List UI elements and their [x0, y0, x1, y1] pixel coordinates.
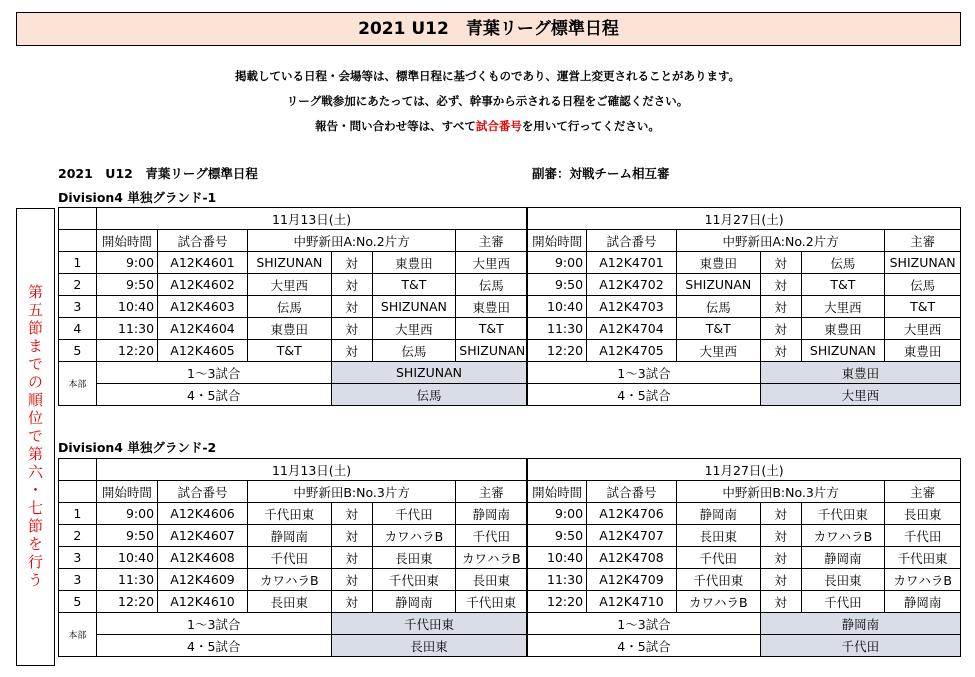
match-number: A12K4609: [158, 569, 248, 591]
vs-label: 対: [331, 274, 372, 296]
col-header-referee: 主審: [456, 230, 528, 252]
notice-pre: 報告・問い合わせ等は、すべて: [315, 119, 476, 133]
referee-team: 長田東: [456, 569, 528, 591]
away-team: 静岡南: [372, 591, 456, 613]
schedule-subtitle: 2021 U12 青葉リーグ標準日程: [58, 166, 258, 181]
referee-team: 千代田: [456, 525, 528, 547]
home-team: SHIZUNAN: [676, 274, 760, 296]
referee-team: 長田東: [885, 503, 961, 525]
match-index: 3: [59, 569, 97, 591]
away-team: 千代田: [801, 591, 885, 613]
away-team: 伝馬: [801, 252, 885, 274]
venue-header: 中野新田B:No.3片方: [247, 481, 455, 503]
vs-label: 対: [331, 503, 372, 525]
date-right: 11月27日(土): [527, 459, 960, 481]
hq-team: 伝馬: [331, 384, 527, 406]
vs-label: 対: [760, 340, 801, 362]
start-time: 9:50: [96, 274, 157, 296]
start-time: 9:00: [527, 503, 586, 525]
vs-label: 対: [331, 569, 372, 591]
referee-team: SHIZUNAN: [456, 340, 528, 362]
referee-team: T&T: [885, 296, 961, 318]
match-index: 4: [59, 318, 97, 340]
schedule-table-2: [58, 458, 961, 657]
venue-header: 中野新田A:No.2片方: [676, 230, 884, 252]
home-team: 千代田: [247, 547, 331, 569]
table-row: [59, 547, 961, 569]
hq-row: [59, 635, 961, 657]
away-team: カワハラB: [372, 525, 456, 547]
away-team: SHIZUNAN: [372, 296, 456, 318]
referee-team: 伝馬: [885, 274, 961, 296]
away-team: SHIZUNAN: [801, 340, 885, 362]
notice-line-3: [0, 118, 975, 134]
table-row: [59, 252, 961, 274]
home-team: カワハラB: [247, 569, 331, 591]
col-header-match-no: 試合番号: [158, 481, 248, 503]
notice-line-1: 掲載している日程・会場等は、標準日程に基づくものであり、運営上変更されることがあります。: [234, 69, 741, 83]
start-time: 12:20: [527, 591, 586, 613]
home-team: 千代田東: [247, 503, 331, 525]
away-team: 東豊田: [372, 252, 456, 274]
date-left: 11月13日(土): [96, 208, 527, 230]
col-header-match-no: 試合番号: [158, 230, 248, 252]
match-index: 1: [59, 252, 97, 274]
table-row: [59, 569, 961, 591]
table-row: [59, 340, 961, 362]
vs-label: 対: [331, 252, 372, 274]
hq-team: 千代田東: [331, 613, 527, 635]
hq-games: 4・5試合: [527, 384, 760, 406]
vs-label: 対: [760, 318, 801, 340]
away-team: 大里西: [801, 296, 885, 318]
side-note-box: [16, 208, 55, 666]
hq-games: 1～3試合: [527, 362, 760, 384]
start-time: 10:40: [96, 296, 157, 318]
match-number: A12K4603: [158, 296, 248, 318]
start-time: 12:20: [96, 340, 157, 362]
match-number: A12K4704: [587, 318, 677, 340]
home-team: 長田東: [247, 591, 331, 613]
referee-team: カワハラB: [456, 547, 528, 569]
match-number: A12K4707: [587, 525, 677, 547]
vs-label: 対: [760, 525, 801, 547]
venue-header: 中野新田B:No.3片方: [676, 481, 884, 503]
match-number: A12K4604: [158, 318, 248, 340]
start-time: 9:00: [96, 503, 157, 525]
hq-games: 1～3試合: [96, 613, 331, 635]
match-number: A12K4703: [587, 296, 677, 318]
vs-label: 対: [331, 525, 372, 547]
home-team: カワハラB: [676, 591, 760, 613]
match-number: A12K4709: [587, 569, 677, 591]
hq-row: [59, 613, 961, 635]
start-time: 9:00: [96, 252, 157, 274]
venue-header: 中野新田A:No.2片方: [247, 230, 455, 252]
home-team: 静岡南: [247, 525, 331, 547]
col-header-referee: 主審: [885, 481, 961, 503]
date-left: 11月13日(土): [96, 459, 527, 481]
hq-team: 大里西: [760, 384, 960, 406]
away-team: 静岡南: [801, 547, 885, 569]
referee-team: 大里西: [456, 252, 528, 274]
col-header-match-no: 試合番号: [587, 481, 677, 503]
start-time: 12:20: [96, 591, 157, 613]
start-time: 11:30: [96, 569, 157, 591]
referee-team: 伝馬: [456, 274, 528, 296]
start-time: 9:50: [96, 525, 157, 547]
header-row: [59, 481, 961, 503]
referee-note: 副審：対戦チーム相互審: [532, 166, 670, 181]
home-team: 大里西: [247, 274, 331, 296]
date-row: [59, 459, 961, 481]
referee-team: SHIZUNAN: [885, 252, 961, 274]
schedule-table-1: [58, 207, 961, 406]
match-index: 3: [59, 296, 97, 318]
home-team: 東豊田: [676, 252, 760, 274]
col-header-referee: 主審: [885, 230, 961, 252]
away-team: T&T: [372, 274, 456, 296]
hq-row: [59, 384, 961, 406]
home-team: 大里西: [676, 340, 760, 362]
table-row: [59, 296, 961, 318]
match-number: A12K4610: [158, 591, 248, 613]
home-team: 長田東: [676, 525, 760, 547]
away-team: 長田東: [372, 547, 456, 569]
match-number: A12K4706: [587, 503, 677, 525]
home-team: SHIZUNAN: [247, 252, 331, 274]
division-label-2: Division4 単独グランド-2: [58, 440, 217, 455]
col-header-start: 開始時間: [527, 230, 586, 252]
vs-label: 対: [760, 296, 801, 318]
hq-label: 本部: [59, 362, 97, 406]
hq-team: SHIZUNAN: [331, 362, 527, 384]
header-row: [59, 230, 961, 252]
vs-label: 対: [760, 591, 801, 613]
vs-label: 対: [331, 296, 372, 318]
referee-team: カワハラB: [885, 569, 961, 591]
referee-team: 大里西: [885, 318, 961, 340]
match-number: A12K4702: [587, 274, 677, 296]
referee-team: 千代田東: [456, 591, 528, 613]
side-note: 第五節までの順位で第六・七節を行う: [26, 284, 44, 590]
match-number: A12K4605: [158, 340, 248, 362]
match-index: 2: [59, 274, 97, 296]
away-team: 伝馬: [372, 340, 456, 362]
away-team: 大里西: [372, 318, 456, 340]
home-team: 静岡南: [676, 503, 760, 525]
start-time: 10:40: [527, 547, 586, 569]
hq-team: 静岡南: [760, 613, 960, 635]
away-team: 東豊田: [801, 318, 885, 340]
vs-label: 対: [760, 503, 801, 525]
home-team: 伝馬: [676, 296, 760, 318]
vs-label: 対: [331, 591, 372, 613]
referee-team: 千代田: [885, 525, 961, 547]
date-row: [59, 208, 961, 230]
match-number: A12K4601: [158, 252, 248, 274]
match-number: A12K4708: [587, 547, 677, 569]
home-team: T&T: [247, 340, 331, 362]
table-row: [59, 503, 961, 525]
hq-games: 1～3試合: [96, 362, 331, 384]
col-header-match-no: 試合番号: [587, 230, 677, 252]
match-number: A12K4602: [158, 274, 248, 296]
home-team: 伝馬: [247, 296, 331, 318]
away-team: 長田東: [801, 569, 885, 591]
away-team: カワハラB: [801, 525, 885, 547]
hq-row: [59, 362, 961, 384]
match-index: 5: [59, 340, 97, 362]
match-number: A12K4710: [587, 591, 677, 613]
match-number: A12K4606: [158, 503, 248, 525]
notice-post: を用いて行ってください。: [521, 119, 660, 133]
start-time: 11:30: [527, 569, 586, 591]
page-title: 2021 U12 青葉リーグ標準日程: [16, 12, 961, 46]
match-index: 3: [59, 547, 97, 569]
match-index: 1: [59, 503, 97, 525]
home-team: T&T: [676, 318, 760, 340]
away-team: 千代田東: [372, 569, 456, 591]
start-time: 9:50: [527, 525, 586, 547]
referee-team: 千代田東: [885, 547, 961, 569]
division-label-1: Division4 単独グランド-1: [58, 190, 217, 205]
start-time: 12:20: [527, 340, 586, 362]
start-time: 9:50: [527, 274, 586, 296]
hq-games: 4・5試合: [527, 635, 760, 657]
home-team: 千代田東: [676, 569, 760, 591]
start-time: 10:40: [527, 296, 586, 318]
referee-team: 東豊田: [885, 340, 961, 362]
hq-team: 東豊田: [760, 362, 960, 384]
away-team: 千代田東: [801, 503, 885, 525]
table-row: [59, 318, 961, 340]
table-row: [59, 591, 961, 613]
match-number: A12K4701: [587, 252, 677, 274]
table-row: [59, 525, 961, 547]
notice-highlight: 試合番号: [475, 119, 522, 133]
match-number: A12K4607: [158, 525, 248, 547]
away-team: 千代田: [372, 503, 456, 525]
match-index: 2: [59, 525, 97, 547]
date-right: 11月27日(土): [527, 208, 960, 230]
vs-label: 対: [331, 547, 372, 569]
start-time: 9:00: [527, 252, 586, 274]
vs-label: 対: [760, 252, 801, 274]
match-number: A12K4608: [158, 547, 248, 569]
start-time: 11:30: [96, 318, 157, 340]
referee-team: 東豊田: [456, 296, 528, 318]
hq-games: 1～3試合: [527, 613, 760, 635]
blank-cell: [59, 208, 97, 230]
col-header-referee: 主審: [456, 481, 528, 503]
notice-line-2: リーグ戦参加にあたっては、必ず、幹事から示される日程をご確認ください。: [286, 94, 689, 108]
start-time: 10:40: [96, 547, 157, 569]
table-row: [59, 274, 961, 296]
vs-label: 対: [331, 318, 372, 340]
vs-label: 対: [760, 547, 801, 569]
match-index: 5: [59, 591, 97, 613]
away-team: T&T: [801, 274, 885, 296]
match-number: A12K4705: [587, 340, 677, 362]
blank-cell: [59, 230, 97, 252]
col-header-start: 開始時間: [96, 481, 157, 503]
blank-cell: [59, 459, 97, 481]
referee-team: 静岡南: [456, 503, 528, 525]
referee-team: T&T: [456, 318, 528, 340]
start-time: 11:30: [527, 318, 586, 340]
col-header-start: 開始時間: [527, 481, 586, 503]
blank-cell: [59, 481, 97, 503]
referee-team: 静岡南: [885, 591, 961, 613]
home-team: 東豊田: [247, 318, 331, 340]
vs-label: 対: [760, 274, 801, 296]
vs-label: 対: [760, 569, 801, 591]
hq-games: 4・5試合: [96, 635, 331, 657]
col-header-start: 開始時間: [96, 230, 157, 252]
hq-team: 長田東: [331, 635, 527, 657]
vs-label: 対: [331, 340, 372, 362]
hq-games: 4・5試合: [96, 384, 331, 406]
hq-team: 千代田: [760, 635, 960, 657]
home-team: 千代田: [676, 547, 760, 569]
hq-label: 本部: [59, 613, 97, 657]
